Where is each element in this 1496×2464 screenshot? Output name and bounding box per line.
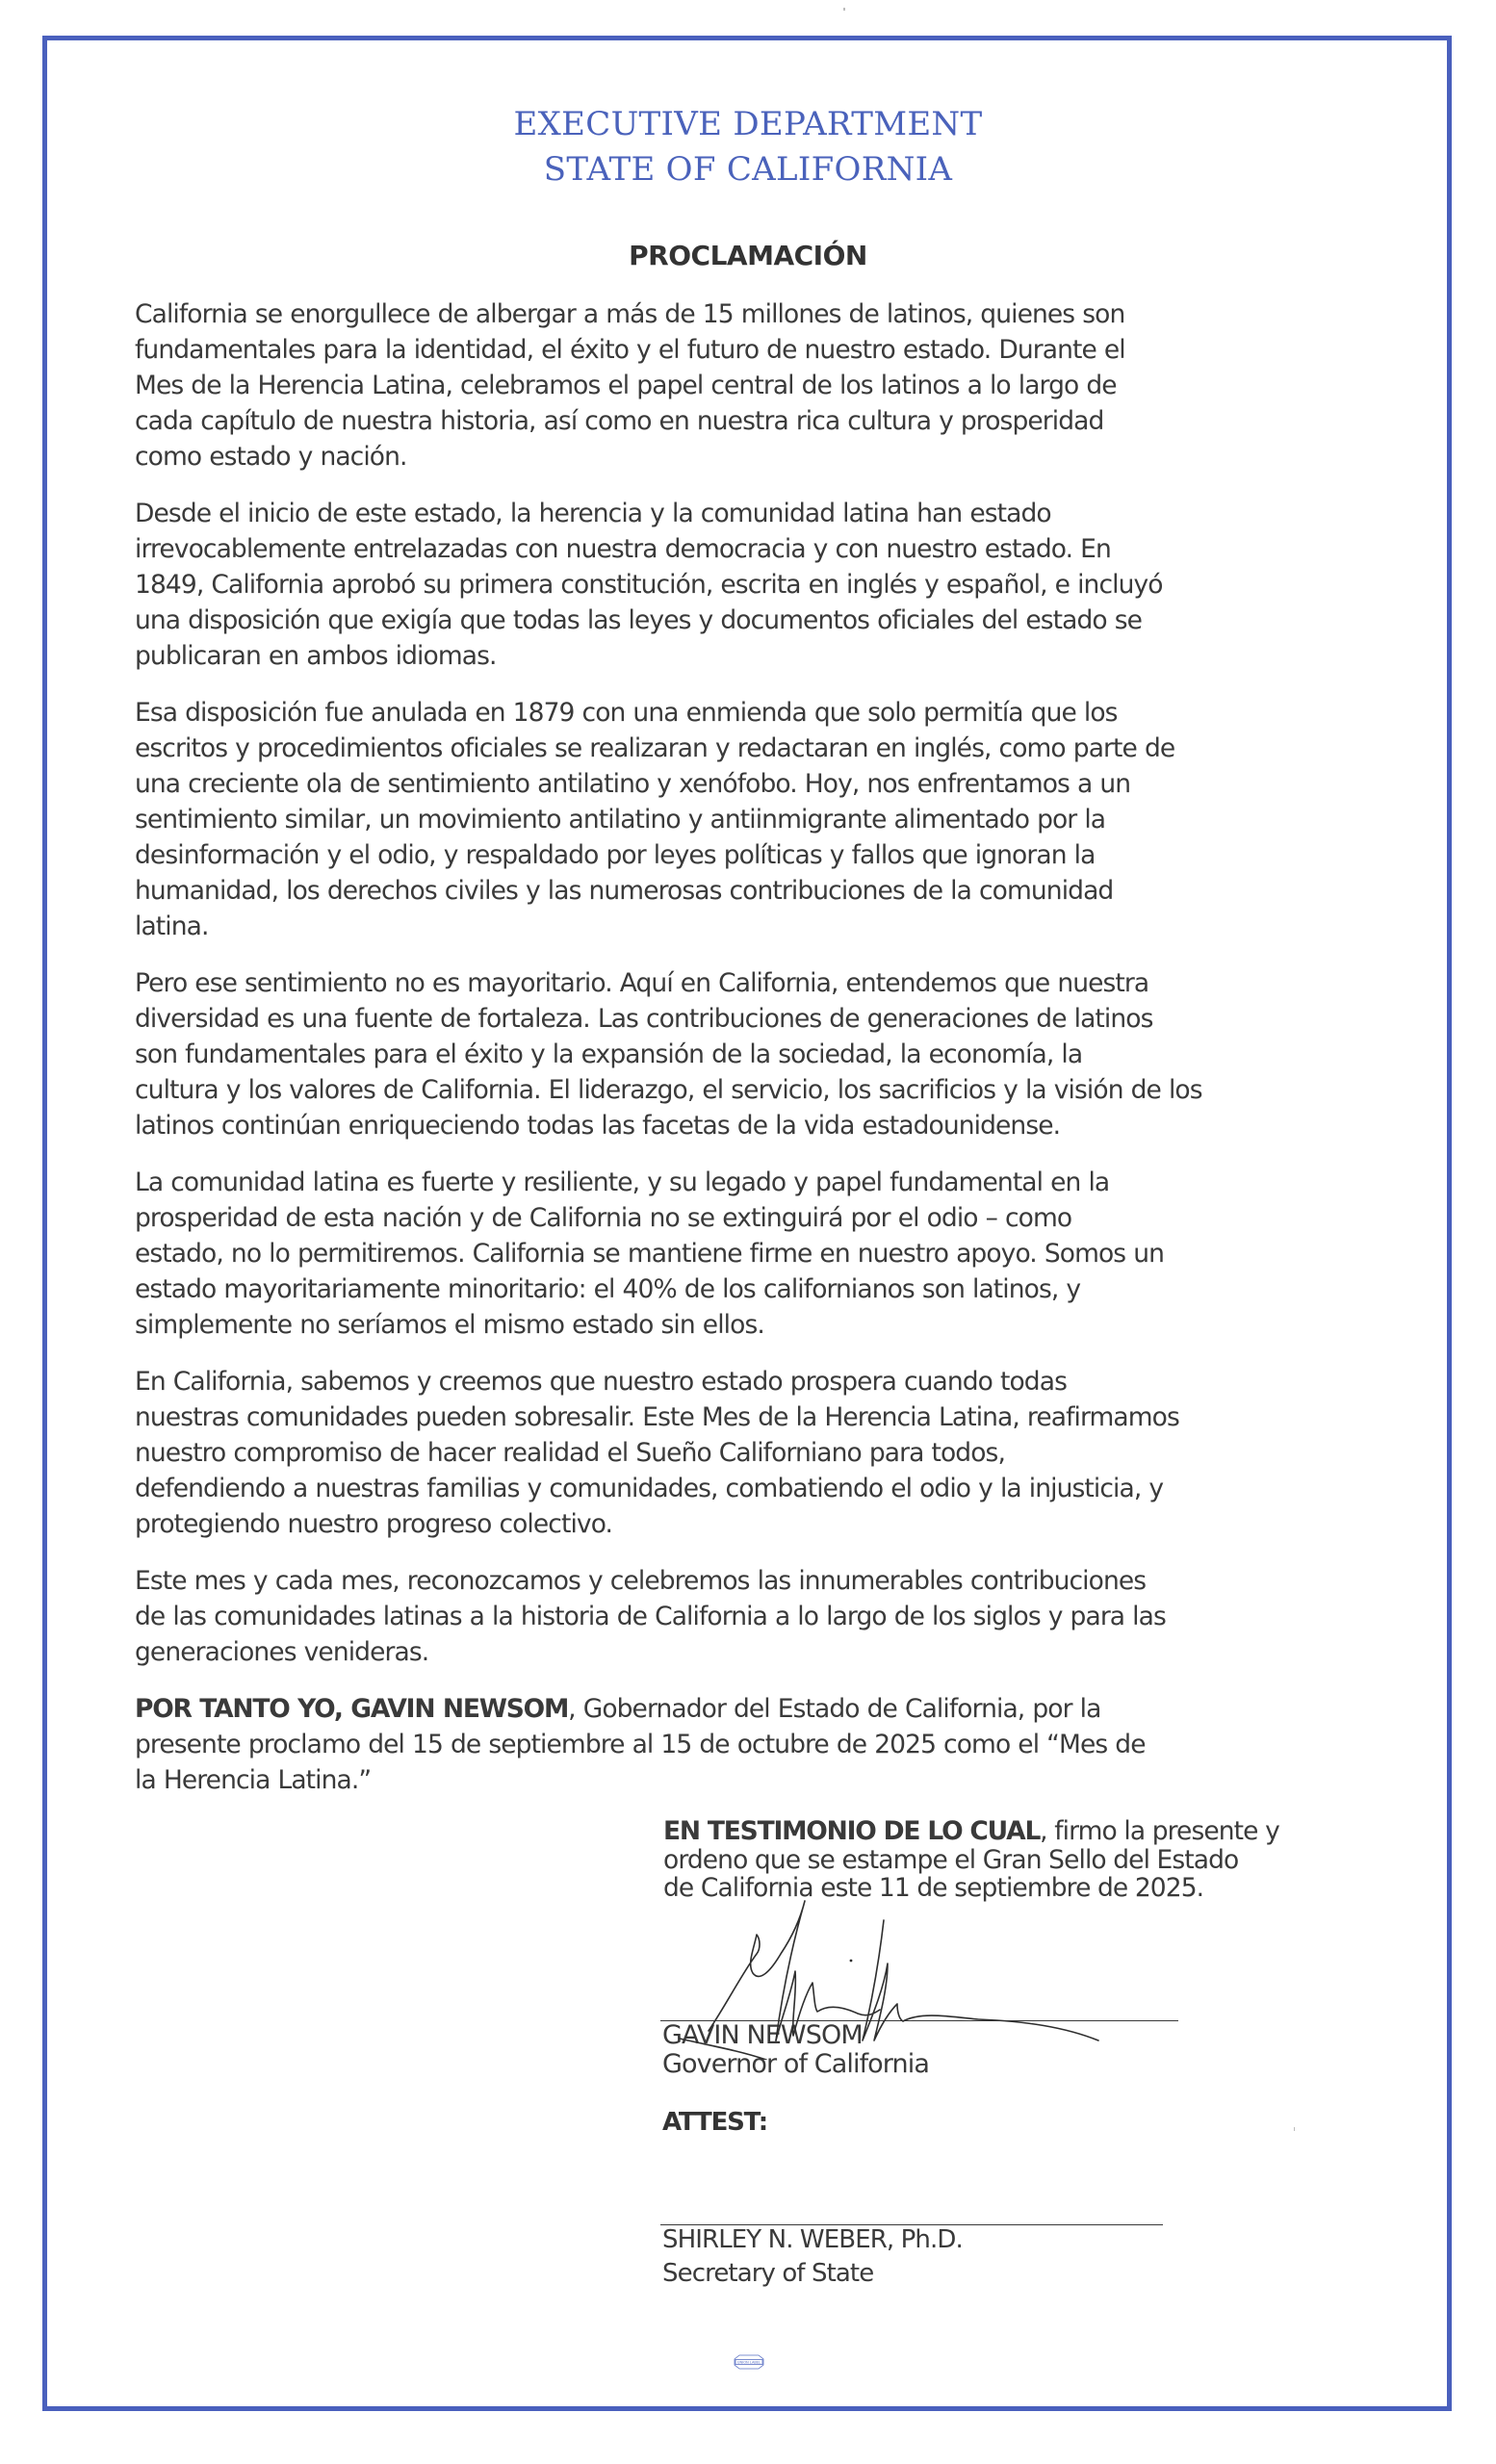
governor-name: GAVIN NEWSOM xyxy=(662,2020,863,2050)
text-line: una creciente ola de sentimiento antilatino y xenófobo. Hoy, nos enfrentamos a un xyxy=(135,769,1131,799)
text-line: ordeno que se estampe el Gran Sello del Estado xyxy=(663,1844,1239,1875)
proclamation-line1-rest: , Gobernador del Estado de California, por la xyxy=(568,1694,1101,1724)
paragraph-6 xyxy=(135,1364,1328,1542)
text-line: escritos y procedimientos oficiales se realizaran y redactaran en inglés, como parte de xyxy=(135,733,1175,763)
text-line xyxy=(135,1691,1328,1727)
text-line: cultura y los valores de California. El liderazgo, el servicio, los sacrificios y la visión de los xyxy=(135,1075,1202,1105)
text-line: latinos continúan enriqueciendo todas las facetas de la vida estadounidense. xyxy=(135,1111,1061,1141)
header-state-of-california: STATE OF CALIFORNIA xyxy=(543,150,953,189)
text-line: generaciones venideras. xyxy=(135,1637,429,1667)
text-line: fundamentales para la identidad, el éxito y el futuro de nuestro estado. Durante el xyxy=(135,335,1125,365)
text-line: estado, no lo permitiremos. California se mantiene firme en nuestro apoyo. Somos un xyxy=(135,1239,1165,1269)
proclamation-body xyxy=(135,296,1328,1819)
text-line: Esa disposición fue anulada en 1879 con una enmienda que solo permitía que los xyxy=(135,698,1118,728)
union-label-text: UNION LABEL xyxy=(736,2360,761,2365)
text-line: como estado y nación. xyxy=(135,442,407,472)
secretary-title: Secretary of State xyxy=(662,2259,874,2288)
text-line: Este mes y cada mes, reconozcamos y celebremos las innumerables contribuciones xyxy=(135,1566,1147,1596)
text-line: estado mayoritariamente minoritario: el 40% de los californianos son latinos, y xyxy=(135,1274,1081,1304)
text-line: de las comunidades latinas a la historia de California a lo largo de los siglos y para las xyxy=(135,1602,1166,1631)
text-line: de California este 11 de septiembre de 2025. xyxy=(663,1873,1204,1903)
header-executive-department: EXECUTIVE DEPARTMENT xyxy=(513,105,983,143)
text-line: humanidad, los derechos civiles y las numerosas contribuciones de la comunidad xyxy=(135,876,1114,906)
governor-title: Governor of California xyxy=(662,2049,929,2079)
paragraph-7 xyxy=(135,1563,1328,1670)
secretary-name: SHIRLEY N. WEBER, Ph.D. xyxy=(662,2225,963,2254)
text-line: 1849, California aprobó su primera constitución, escrita en inglés y español, e incluyó xyxy=(135,570,1163,600)
attest-label: ATTEST: xyxy=(662,2108,767,2137)
proclamation-title: PROCLAMACIÓN xyxy=(629,240,867,271)
text-line: defendiendo a nuestras familias y comunidades, combatiendo el odio y la injusticia, y xyxy=(135,1474,1164,1503)
text-line xyxy=(663,1817,1376,1846)
paragraph-3 xyxy=(135,695,1328,944)
text-line: protegiendo nuestro progreso colectivo. xyxy=(135,1509,613,1539)
text-line: publicaran en ambos idiomas. xyxy=(135,641,497,671)
testimony-block xyxy=(663,1817,1376,1903)
scan-speck xyxy=(843,8,845,11)
proclamation-bold-lead: POR TANTO YO, GAVIN NEWSOM xyxy=(135,1694,569,1724)
text-line: cada capítulo de nuestra historia, así como en nuestra rica cultura y prosperidad xyxy=(135,406,1104,436)
testimony-line1-rest: , firmo la presente y xyxy=(1040,1816,1279,1846)
text-line: la Herencia Latina.” xyxy=(135,1765,372,1795)
text-line: simplemente no seríamos el mismo estado sin ellos. xyxy=(135,1310,764,1340)
paragraph-2 xyxy=(135,496,1328,674)
text-line: Desde el inicio de este estado, la herencia y la comunidad latina han estado xyxy=(135,499,1051,528)
text-line: California se enorgullece de albergar a más de 15 millones de latinos, quienes son xyxy=(135,299,1125,329)
text-line: son fundamentales para el éxito y la expansión de la sociedad, la economía, la xyxy=(135,1040,1083,1069)
text-line: sentimiento similar, un movimiento antilatino y antiinmigrante alimentado por la xyxy=(135,805,1106,834)
text-line: Pero ese sentimiento no es mayoritario. Aquí en California, entendemos que nuestra xyxy=(135,968,1149,998)
text-line: La comunidad latina es fuerte y resiliente, y su legado y papel fundamental en la xyxy=(135,1168,1110,1197)
scan-speck xyxy=(1294,2127,1295,2131)
text-line: Mes de la Herencia Latina, celebramos el papel central de los latinos a lo largo de xyxy=(135,371,1117,400)
paragraph-5 xyxy=(135,1165,1328,1343)
text-line: latina. xyxy=(135,911,209,941)
text-line: prosperidad de esta nación y de California no se extinguirá por el odio – como xyxy=(135,1203,1072,1233)
text-line: nuestro compromiso de hacer realidad el Sueño Californiano para todos, xyxy=(135,1438,1005,1468)
text-line: En California, sabemos y creemos que nuestro estado prospera cuando todas xyxy=(135,1367,1067,1397)
text-line: nuestras comunidades pueden sobresalir. Este Mes de la Herencia Latina, reafirmamos xyxy=(135,1402,1179,1432)
proclamation-paragraph xyxy=(135,1691,1328,1798)
testimony-bold-lead: EN TESTIMONIO DE LO CUAL xyxy=(663,1816,1041,1846)
text-line: presente proclamo del 15 de septiembre al 15 de octubre de 2025 como el “Mes de xyxy=(135,1730,1146,1759)
paragraph-1 xyxy=(135,296,1328,475)
text-line: irrevocablemente entrelazadas con nuestra democracia y con nuestro estado. En xyxy=(135,534,1111,564)
text-line: desinformación y el odio, y respaldado por leyes políticas y fallos que ignoran la xyxy=(135,840,1096,870)
text-line: una disposición que exigía que todas las leyes y documentos oficiales del estado se xyxy=(135,605,1143,635)
union-label-icon xyxy=(732,2352,766,2372)
paragraph-4 xyxy=(135,965,1328,1143)
text-line: diversidad es una fuente de fortaleza. Las contribuciones de generaciones de latinos xyxy=(135,1004,1153,1034)
